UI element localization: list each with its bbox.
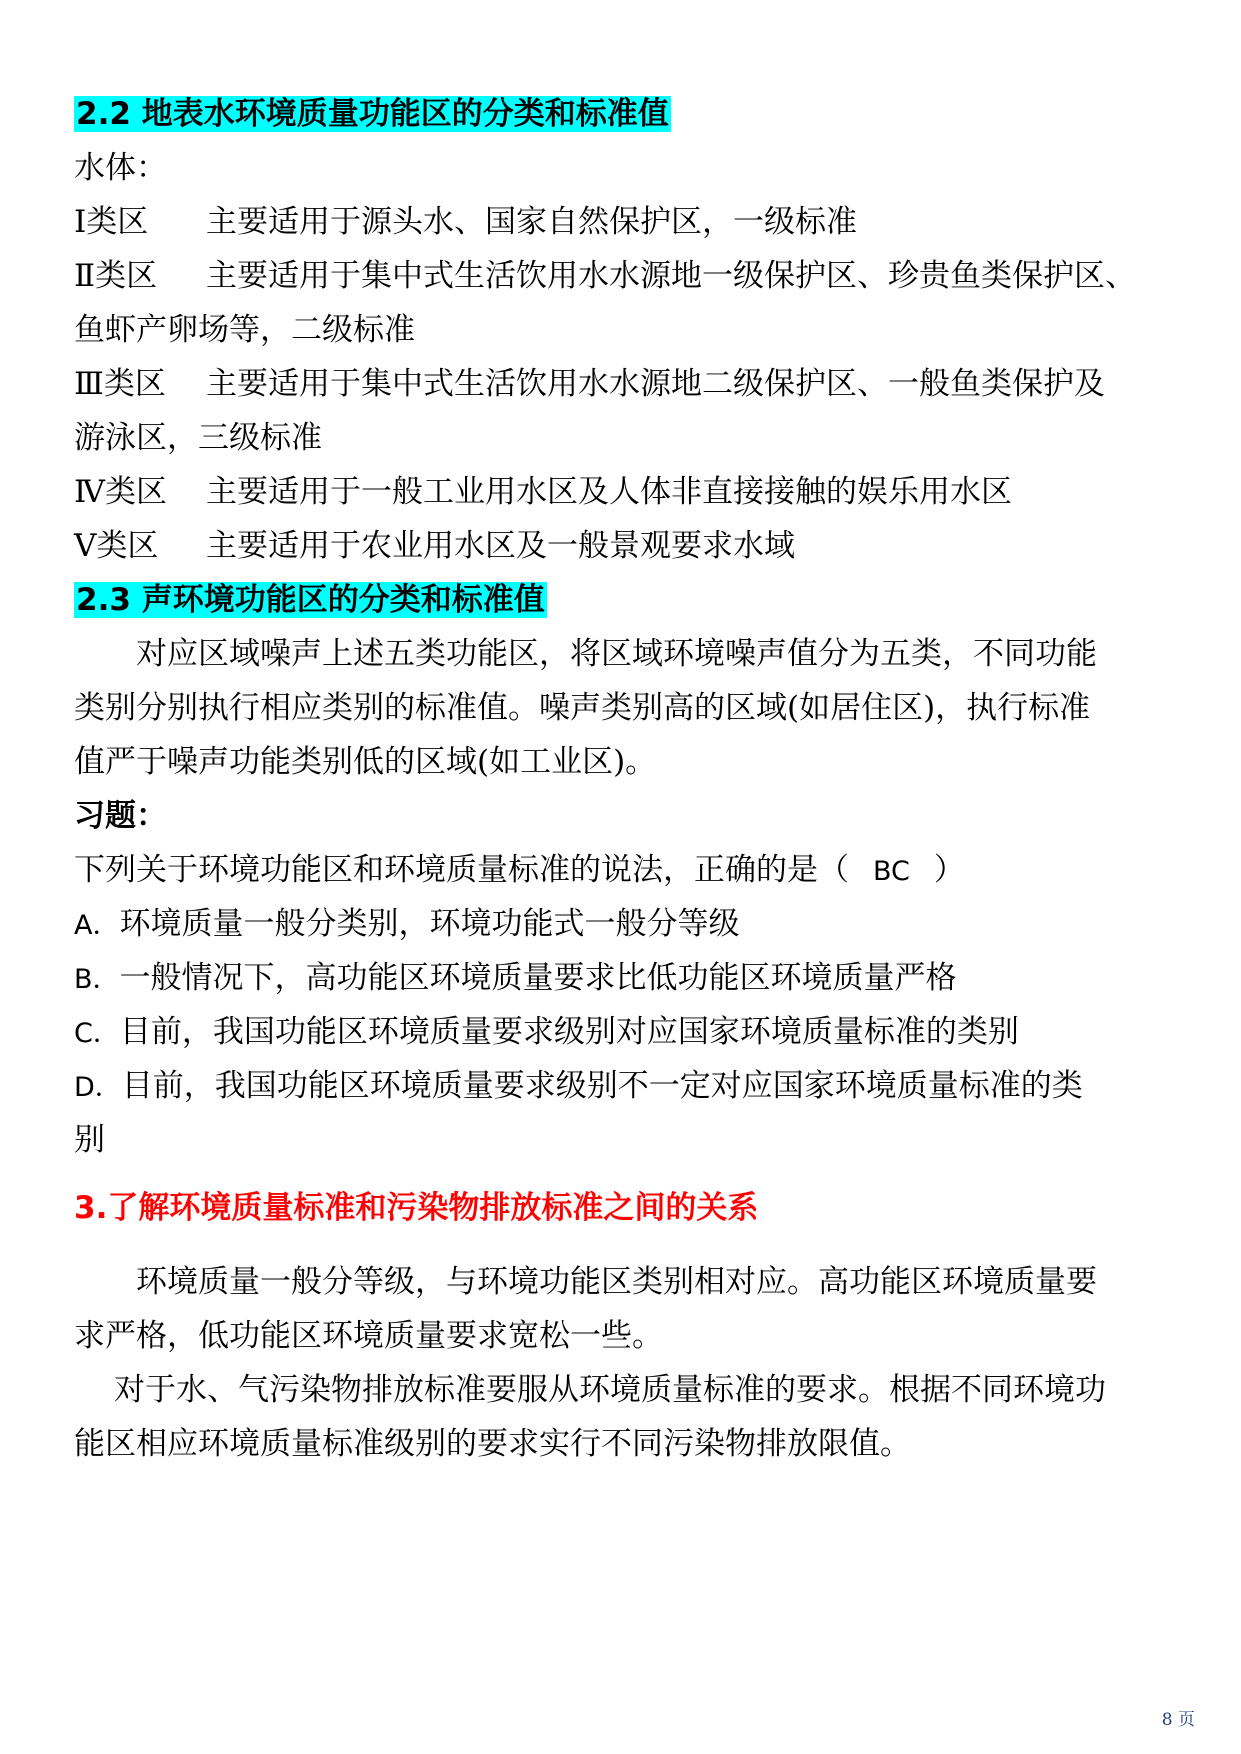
class3-text: 主要适用于集中式生活饮用水水源地二级保护区、一般鱼类保护及 xyxy=(206,366,1105,402)
class2-label: Ⅱ类区 xyxy=(74,258,158,294)
option-d-cont: 别 xyxy=(74,1122,105,1158)
class1-line xyxy=(74,200,1174,244)
option-c-text: 目前，我国功能区环境质量要求级别对应国家环境质量标准的类别 xyxy=(119,1014,1019,1050)
water-label: 水体： xyxy=(74,150,167,186)
s3-paragraph1-line2: 求严格，低功能区环境质量要求宽松一些。 xyxy=(74,1318,663,1354)
s23-paragraph-line3: 值严于噪声功能类别低的区域(如工业区)。 xyxy=(74,744,657,780)
option-a xyxy=(74,902,1174,948)
option-d xyxy=(74,1064,1174,1110)
option-c-letter: C． xyxy=(74,1018,120,1049)
class2-line xyxy=(74,254,1174,298)
option-d-text: 目前，我国功能区环境质量要求级别不一定对应国家环境质量标准的类 xyxy=(121,1068,1083,1104)
class5-line xyxy=(74,524,1174,568)
class5-label: Ⅴ类区 xyxy=(74,528,159,564)
s3-paragraph1-line1: 环境质量一般分等级，与环境功能区类别相对应。高功能区环境质量要 xyxy=(136,1264,1097,1300)
class4-label: Ⅳ类区 xyxy=(74,474,167,510)
option-a-letter: A． xyxy=(74,910,120,941)
page-number: 8 页 xyxy=(1161,1710,1195,1730)
option-b-text: 一般情况下，高功能区环境质量要求比低功能区环境质量严格 xyxy=(119,960,957,996)
question-answer: BC xyxy=(873,856,910,887)
class3-text-cont: 游泳区，三级标准 xyxy=(74,420,322,456)
question-suffix: ） xyxy=(933,852,965,888)
class4-text: 主要适用于一般工业用水区及人体非直接接触的娱乐用水区 xyxy=(206,474,1012,510)
class3-label: Ⅲ类区 xyxy=(74,366,166,402)
class3-line xyxy=(74,362,1174,406)
option-a-text: 环境质量一般分类别，环境功能式一般分等级 xyxy=(119,906,740,942)
question-line xyxy=(74,848,1174,894)
s3-paragraph2-line2: 能区相应环境质量标准级别的要求实行不同污染物排放限值。 xyxy=(74,1426,911,1462)
option-c xyxy=(74,1010,1174,1056)
section-2-2-title: 2.2 地表水环境质量功能区的分类和标准值 xyxy=(76,96,669,132)
class2-text: 主要适用于集中式生活饮用水水源地一级保护区、珍贵鱼类保护区、 xyxy=(206,258,1136,294)
s23-paragraph-line2: 类别分别执行相应类别的标准值。噪声类别高的区域(如居住区)，执行标准 xyxy=(74,690,1091,726)
option-b xyxy=(74,956,1174,1002)
class1-text: 主要适用于源头水、国家自然保护区，一级标准 xyxy=(206,204,857,240)
section-2-3-heading xyxy=(74,578,1174,622)
option-d-letter: D． xyxy=(74,1072,122,1103)
option-b-letter: B． xyxy=(74,964,120,995)
s3-paragraph2-line1: 对于水、气污染物排放标准要服从环境质量标准的要求。根据不同环境功 xyxy=(114,1372,1106,1408)
s23-paragraph-line1: 对应区域噪声上述五类功能区，将区域环境噪声值分为五类，不同功能 xyxy=(136,636,1097,672)
class5-text: 主要适用于农业用水区及一般景观要求水域 xyxy=(206,528,795,564)
question-text: 下列关于环境功能区和环境质量标准的说法，正确的是（ xyxy=(74,852,849,888)
exercise-title: 习题： xyxy=(74,798,167,834)
class1-label: Ⅰ类区 xyxy=(74,204,149,240)
section-3-title: 3.了解环境质量标准和污染物排放标准之间的关系 xyxy=(74,1190,759,1226)
section-2-3-title: 2.3 声环境功能区的分类和标准值 xyxy=(76,582,545,618)
class2-text-cont: 鱼虾产卵场等，二级标准 xyxy=(74,312,415,348)
section-2-2-heading xyxy=(74,92,1174,136)
class4-line xyxy=(74,470,1174,514)
